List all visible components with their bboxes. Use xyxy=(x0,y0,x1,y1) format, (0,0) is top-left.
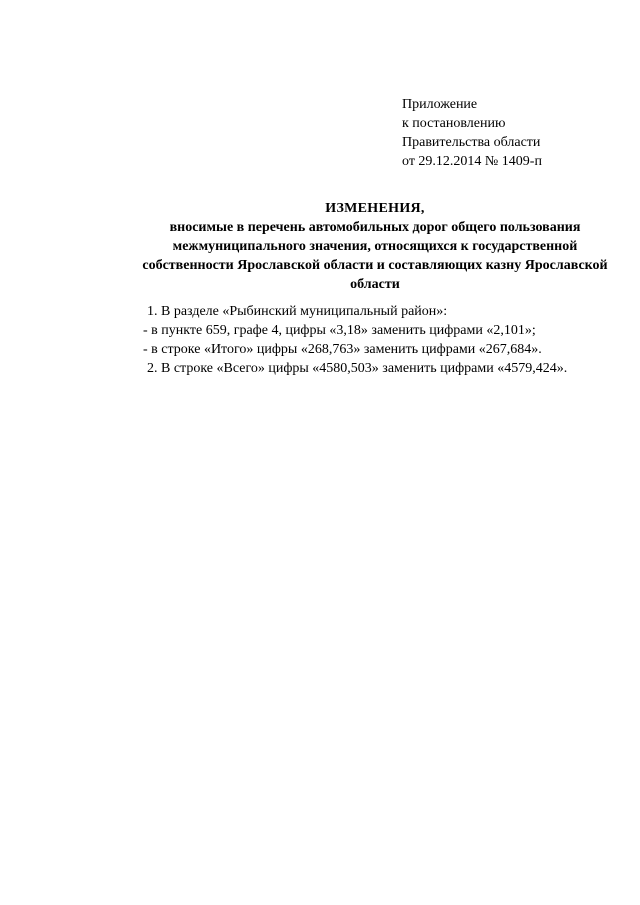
body-item: - в строке «Итого» цифры «268,763» заменить цифрами «267,684». xyxy=(143,342,542,357)
appendix-block xyxy=(402,95,542,171)
document-subtitle-line: области xyxy=(350,277,400,292)
appendix-line: Правительства области xyxy=(402,135,541,150)
document-subtitle-line: собственности Ярославской области и составляющих казну Ярославской xyxy=(142,258,608,273)
document-heading xyxy=(100,199,640,294)
body-item: - в пункте 659, графе 4, цифры «3,18» заменить цифрами «2,101»; xyxy=(143,323,536,338)
document-title: ИЗМЕНЕНИЯ, xyxy=(325,201,425,216)
body-item: 2. В строке «Всего» цифры «4580,503» заменить цифрами «4579,424». xyxy=(147,361,568,376)
document-subtitle-line: межмуниципального значения, относящихся к государственной xyxy=(172,239,578,254)
document-subtitle-line: вносимые в перечень автомобильных дорог общего пользования xyxy=(169,220,581,235)
appendix-line: Приложение xyxy=(402,97,478,112)
appendix-date-number: от 29.12.2014 № 1409-п xyxy=(402,154,542,169)
body-item: 1. В разделе «Рыбинский муниципальный район»: xyxy=(147,304,448,319)
document-body xyxy=(143,302,623,378)
appendix-line: к постановлению xyxy=(402,116,506,131)
